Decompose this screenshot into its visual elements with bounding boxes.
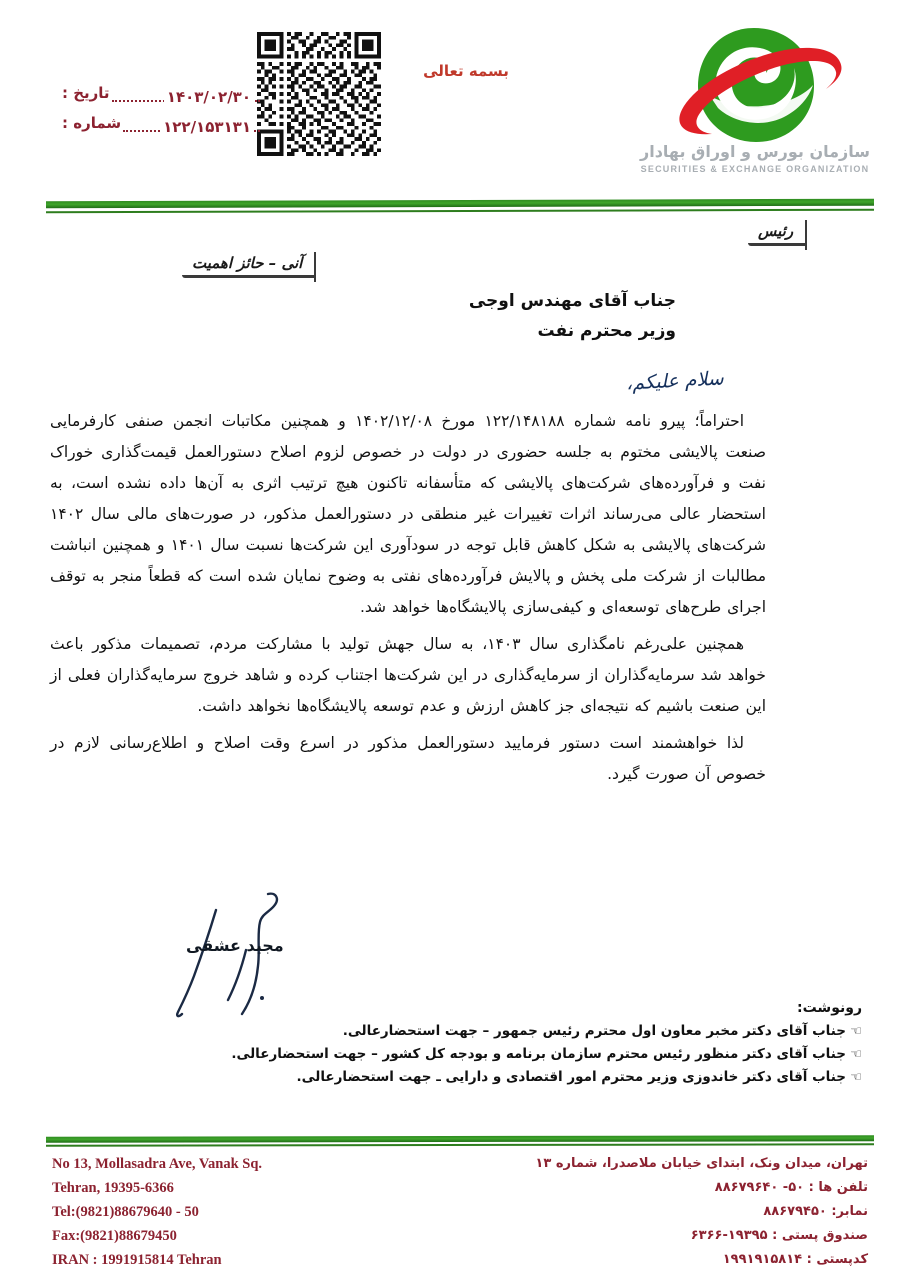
cc-item-text: جناب آقای دکتر مخبر معاون اول محترم رئیس جمهور – جهت استحضارعالی. [342, 1023, 846, 1039]
date-value: ۱۴۰۳/۰۲/۳۰ [164, 82, 254, 112]
number-row [62, 108, 262, 138]
stamp-president [748, 218, 807, 246]
signer-name: مجید عشقی [186, 936, 284, 955]
footer-fa-line: کدپستی : ۱۹۹۱۹۱۵۸۱۴ [722, 1252, 868, 1267]
stamp-border-bottom [182, 275, 316, 278]
footer-fa-line: تلفن ها : ۵۰- ۸۸۶۷۹۶۴۰ [714, 1180, 868, 1195]
footer-en-line: IRAN : 1991915814 Tehran [52, 1252, 222, 1268]
pointing-hand-icon: ☜ [850, 1070, 862, 1085]
addressee-name: جناب آقای مهندس اوجی [468, 291, 676, 311]
letter-header [0, 0, 914, 196]
body-paragraph-2: همچنین علی‌رغم نامگذاری سال ۱۴۰۳، به سال جهش تولید با مشارکت مردم، تصمیمات مذکور باعث خواهد شد سرمایه‌گذاران از سرمایه‌گذاری در این شرکت‌ها اجتناب کرده و شاهد خروج سرمایه‌گذاران فعلی از این صنعت باشیم که نتیجه‌ای جز کاهش ارزش و عدم توسعه پالایشگاه‌ها نخواهد داشت. [50, 635, 766, 715]
salutation: سلام علیکم، [625, 367, 725, 395]
date-dotted-line [112, 84, 260, 106]
footer-fa-line: صندوق پستی : ۱۹۳۹۵-۶۳۶۶ [690, 1228, 868, 1243]
cc-item [242, 1066, 862, 1089]
number-value: ۱۲۲/۱۵۳۱۳۱ [160, 112, 254, 142]
letter-body [50, 406, 766, 796]
footer-persian-address [448, 1152, 868, 1272]
footer-divider-thin [46, 1143, 874, 1146]
seo-globe-icon [658, 22, 854, 146]
qr-code [257, 32, 381, 156]
footer-en-line: Tel:(9821)88679640 - 50 [52, 1204, 199, 1220]
date-label: تاریخ : [62, 84, 110, 102]
footer-fa-line: نمابر: ۸۸۶۷۹۴۵۰ [763, 1204, 868, 1219]
number-dotted-line [123, 114, 260, 136]
pointing-hand-icon: ☜ [850, 1047, 862, 1062]
cc-item-text: جناب آقای دکتر منظور رئیس محترم سازمان برنامه و بودجه کل کشور – جهت استحضارعالی. [231, 1046, 846, 1062]
number-label: شماره : [62, 114, 122, 132]
footer-en-line: Tehran, 19395-6366 [52, 1180, 174, 1196]
cc-item-text: جناب آقای دکتر خاندوزی وزیر محترم امور اقتصادی و دارایی ـ جهت استحضارعالی. [296, 1069, 846, 1085]
header-divider-thin [46, 209, 874, 214]
date-row [62, 78, 262, 108]
cc-block [231, 1000, 862, 1089]
organization-logo [640, 22, 870, 194]
logo-persian-name: سازمان بورس و اوراق بهادار [640, 142, 870, 161]
logo-english-name: SECURITIES & EXCHANGE ORGANIZATION [640, 164, 870, 174]
cc-item [231, 1043, 862, 1066]
stamp-border-bottom [748, 243, 807, 246]
addressee-title: وزیر محترم نفت [537, 321, 676, 341]
body-paragraph-1: احتراماً؛ پیرو نامه شماره ۱۲۲/۱۴۸۱۸۸ مورخ ۱۴۰۲/۱۲/۰۸ و همچنین مکاتبات انجمن صنفی کارفرمایی صنعت پالایشی مختوم به جلسه حضوری در دولت در خصوص لزوم اصلاح دستورالعمل قیمت‌گذاری خوراک نفت و فرآورده‌های شرکت‌های پالایشی که متأسفانه تاکنون هیچ ترتیب اثری به آن‌ها داده نشده است، به استحضار عالی می‌رساند اثرات تغییرات غیر منطقی در دستورالعمل مذکور، در صورت‌های مالی سال ۱۴۰۲ شرکت‌های پالایشی به شکل کاهش قابل توجه در سودآوری این شرکت‌ها نسبت سال ۱۴۰۱ و همچنین انباشت مطالبات از شرکت ملی پخش و پالایش فرآورده‌های نفتی به وضوح نمایان شده است که قطعاً منجر به توقف اجرای طرح‌های توسعه‌ای و کیفی‌سازی پالایشگاه‌ها خواهد شد. [50, 412, 766, 616]
footer-en-line: No 13, Mollasadra Ave, Vanak Sq. [52, 1156, 263, 1172]
footer-fa-line: تهران، میدان ونک، ابتدای خیابان ملاصدرا، شماره ۱۳ [535, 1156, 868, 1171]
stamp-president-label: رئیس [758, 222, 794, 240]
footer-english-address [52, 1152, 472, 1272]
body-paragraph-3: لذا خواهشمند است دستور فرمایید دستورالعمل مذکور در اسرع وقت اصلاح و اطلاع‌رسانی لازم در خصوص آن صورت گیرد. [50, 734, 766, 783]
footer-en-line: Fax:(9821)88679450 [52, 1228, 177, 1244]
cc-item [242, 1020, 862, 1043]
stamp-urgent [182, 250, 316, 278]
stamp-urgent-label: آنی – حائز اهمیت [192, 254, 303, 272]
basmala-text: بسمه تعالی [423, 62, 509, 80]
addressee-block [469, 286, 676, 346]
header-divider [46, 199, 874, 209]
letter-meta [62, 78, 262, 138]
footer-divider [46, 1135, 874, 1142]
pointing-hand-icon: ☜ [850, 1024, 862, 1039]
cc-title: رونوشت: [797, 1000, 862, 1016]
